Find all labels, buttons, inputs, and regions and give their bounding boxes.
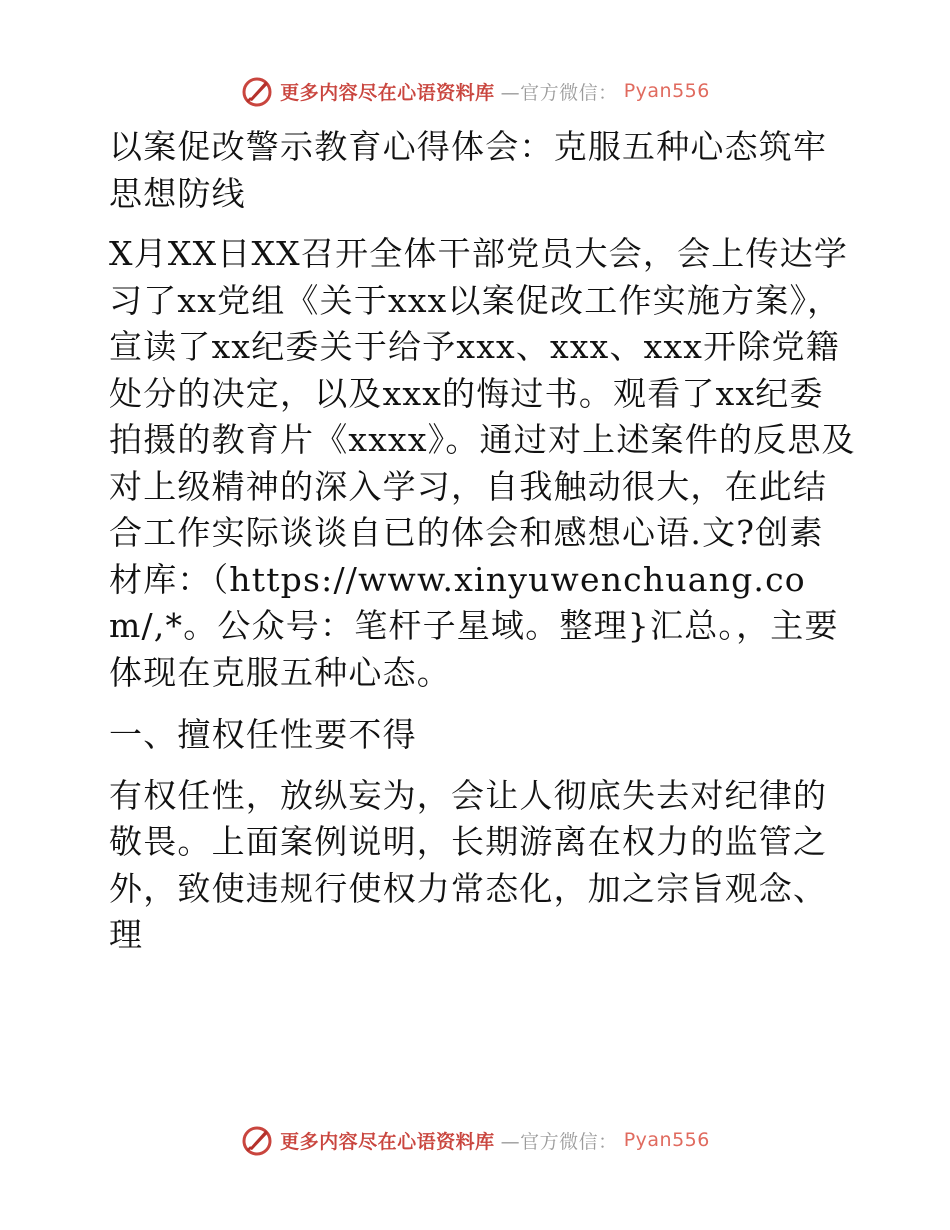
document-title: 以案促改警示教育心得体会：克服五种心态筑牢思想防线 <box>109 127 828 213</box>
section-heading: 一、擅权任性要不得 <box>109 715 417 754</box>
footer-watermark <box>0 1122 950 1158</box>
quill-logo-icon <box>240 74 274 108</box>
watermark-wechat-label: —官方微信： <box>500 81 618 104</box>
body-paragraph: 有权任性，放纵妄为，会让人彻底失去对纪律的敬畏。上面案例说明，长期游离在权力的监管之外，致使违规行使权力常态化，加之宗旨观念、理 <box>109 775 828 954</box>
body-paragraph: X月XX日XX召开全体干部党员大会，会上传达学习了xx党组《关于xxx以案促改工作实施方案》，宣读了xx纪委关于给予xxx、xxx、xxx开除党籍处分的决定，以及xxx的悔过书。观看了xx纪委拍摄的教育片《xxxx》。通过对上述案件的反思及对上级精神的深入学习，自我触动很大，在此结合工作实际谈谈自已的体会和感想心语.文?创素材库：（https://www.xinyuwenchuang.com/,*。公众号：笔杆子星域。整理}汇总。，主要体现在克服五种心态。 <box>109 234 856 692</box>
watermark-site-name: 更多内容尽在心语资料库 <box>280 81 495 104</box>
watermark-site-name: 更多内容尽在心语资料库 <box>280 1130 495 1153</box>
quill-logo-icon <box>240 1123 274 1157</box>
header-watermark <box>0 73 950 109</box>
watermark-wechat-label: —官方微信： <box>500 1130 618 1153</box>
document-body <box>97 118 857 959</box>
watermark-wechat-id: Pyan556 <box>623 80 710 102</box>
watermark-wechat-id: Pyan556 <box>623 1129 710 1151</box>
